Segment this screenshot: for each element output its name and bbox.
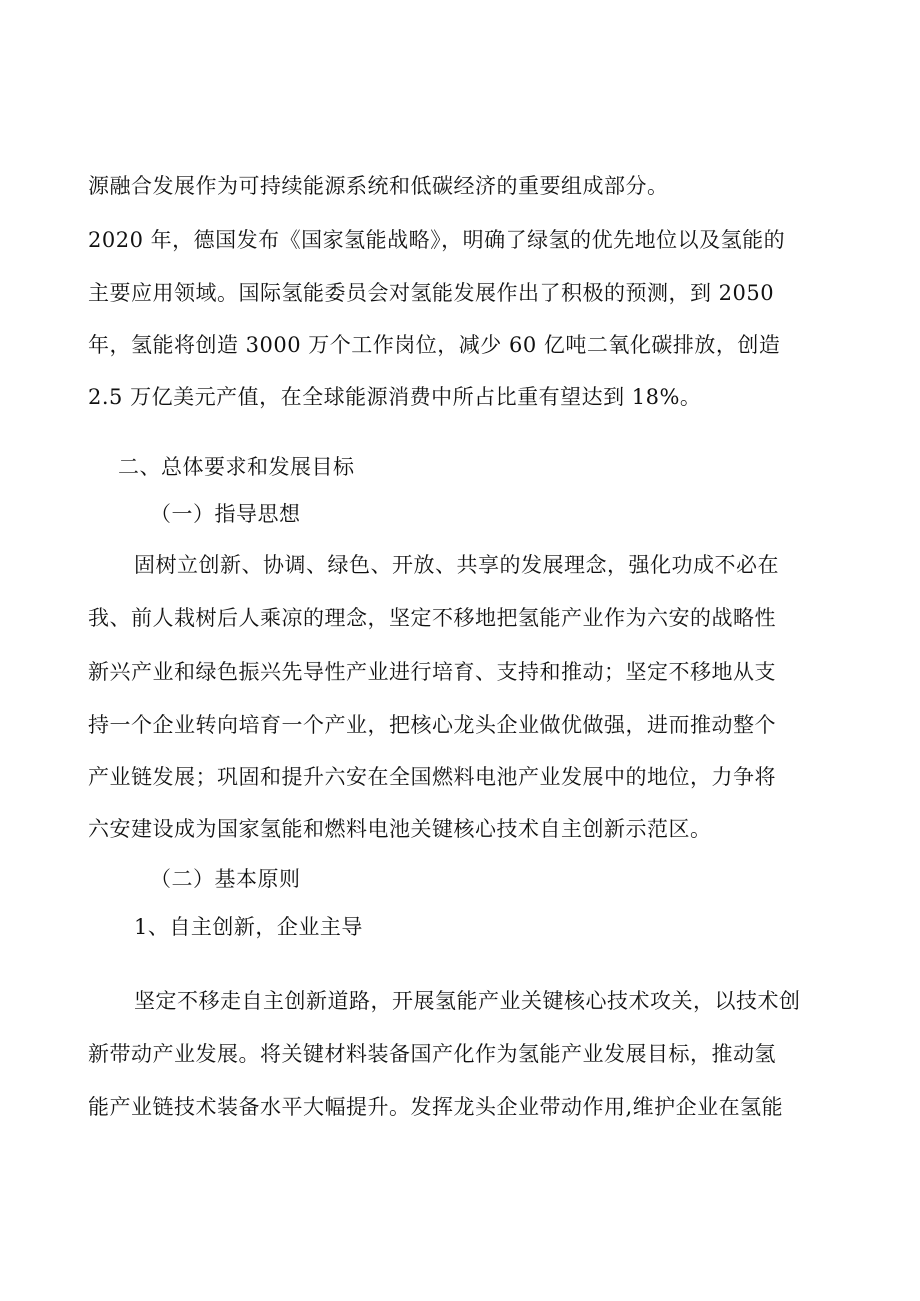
intro-line: 源融合发展作为可持续能源系统和低碳经济的重要组成部分。 bbox=[88, 174, 669, 198]
guiding-line: 固树立创新、协调、绿色、开放、共享的发展理念，强化功成不必在 bbox=[134, 553, 779, 577]
guiding-line: 产业链发展；巩固和提升六安在全国燃料电池产业发展中的地位，力争将 bbox=[88, 765, 776, 789]
principle-line: 坚定不移走自主创新道路，开展氢能产业关键核心技术攻关，以技术创 bbox=[134, 989, 801, 1013]
principle-line: 能产业链技术装备水平大幅提升。发挥龙头企业带动作用,维护企业在氢能 bbox=[88, 1095, 784, 1119]
intro-line: 年，氢能将创造 3000 万个工作岗位，减少 60 亿吨二氧化碳排放，创造 bbox=[88, 333, 781, 357]
intro-line: 2.5 万亿美元产值，在全球能源消费中所占比重有望达到 18%。 bbox=[88, 385, 702, 409]
intro-line: 主要应用领域。国际氢能委员会对氢能发展作出了积极的预测，到 2050 bbox=[88, 281, 775, 305]
section-heading: 二、总体要求和发展目标 bbox=[118, 455, 355, 479]
guiding-line: 六安建设成为国家氢能和燃料电池关键核心技术自主创新示范区。 bbox=[88, 817, 712, 841]
guiding-line: 我、前人栽树后人乘凉的理念，坚定不移地把氢能产业作为六安的战略性 bbox=[88, 606, 776, 630]
subheading-basic-principles: （二）基本原则 bbox=[150, 867, 301, 891]
subheading-guiding-ideology: （一）指导思想 bbox=[150, 502, 301, 526]
guiding-line: 新兴产业和绿色振兴先导性产业进行培育、支持和推动；坚定不移地从支 bbox=[88, 660, 776, 684]
principle-line: 新带动产业发展。将关键材料装备国产化作为氢能产业发展目标，推动氢 bbox=[88, 1042, 776, 1066]
guiding-line: 持一个企业转向培育一个产业，把核心龙头企业做优做强，进而推动整个 bbox=[88, 713, 776, 737]
principle-title: 1、自主创新，企业主导 bbox=[134, 915, 363, 939]
intro-line: 2020 年，德国发布《国家氢能战略》，明确了绿氢的优先地位以及氢能的 bbox=[88, 228, 786, 252]
